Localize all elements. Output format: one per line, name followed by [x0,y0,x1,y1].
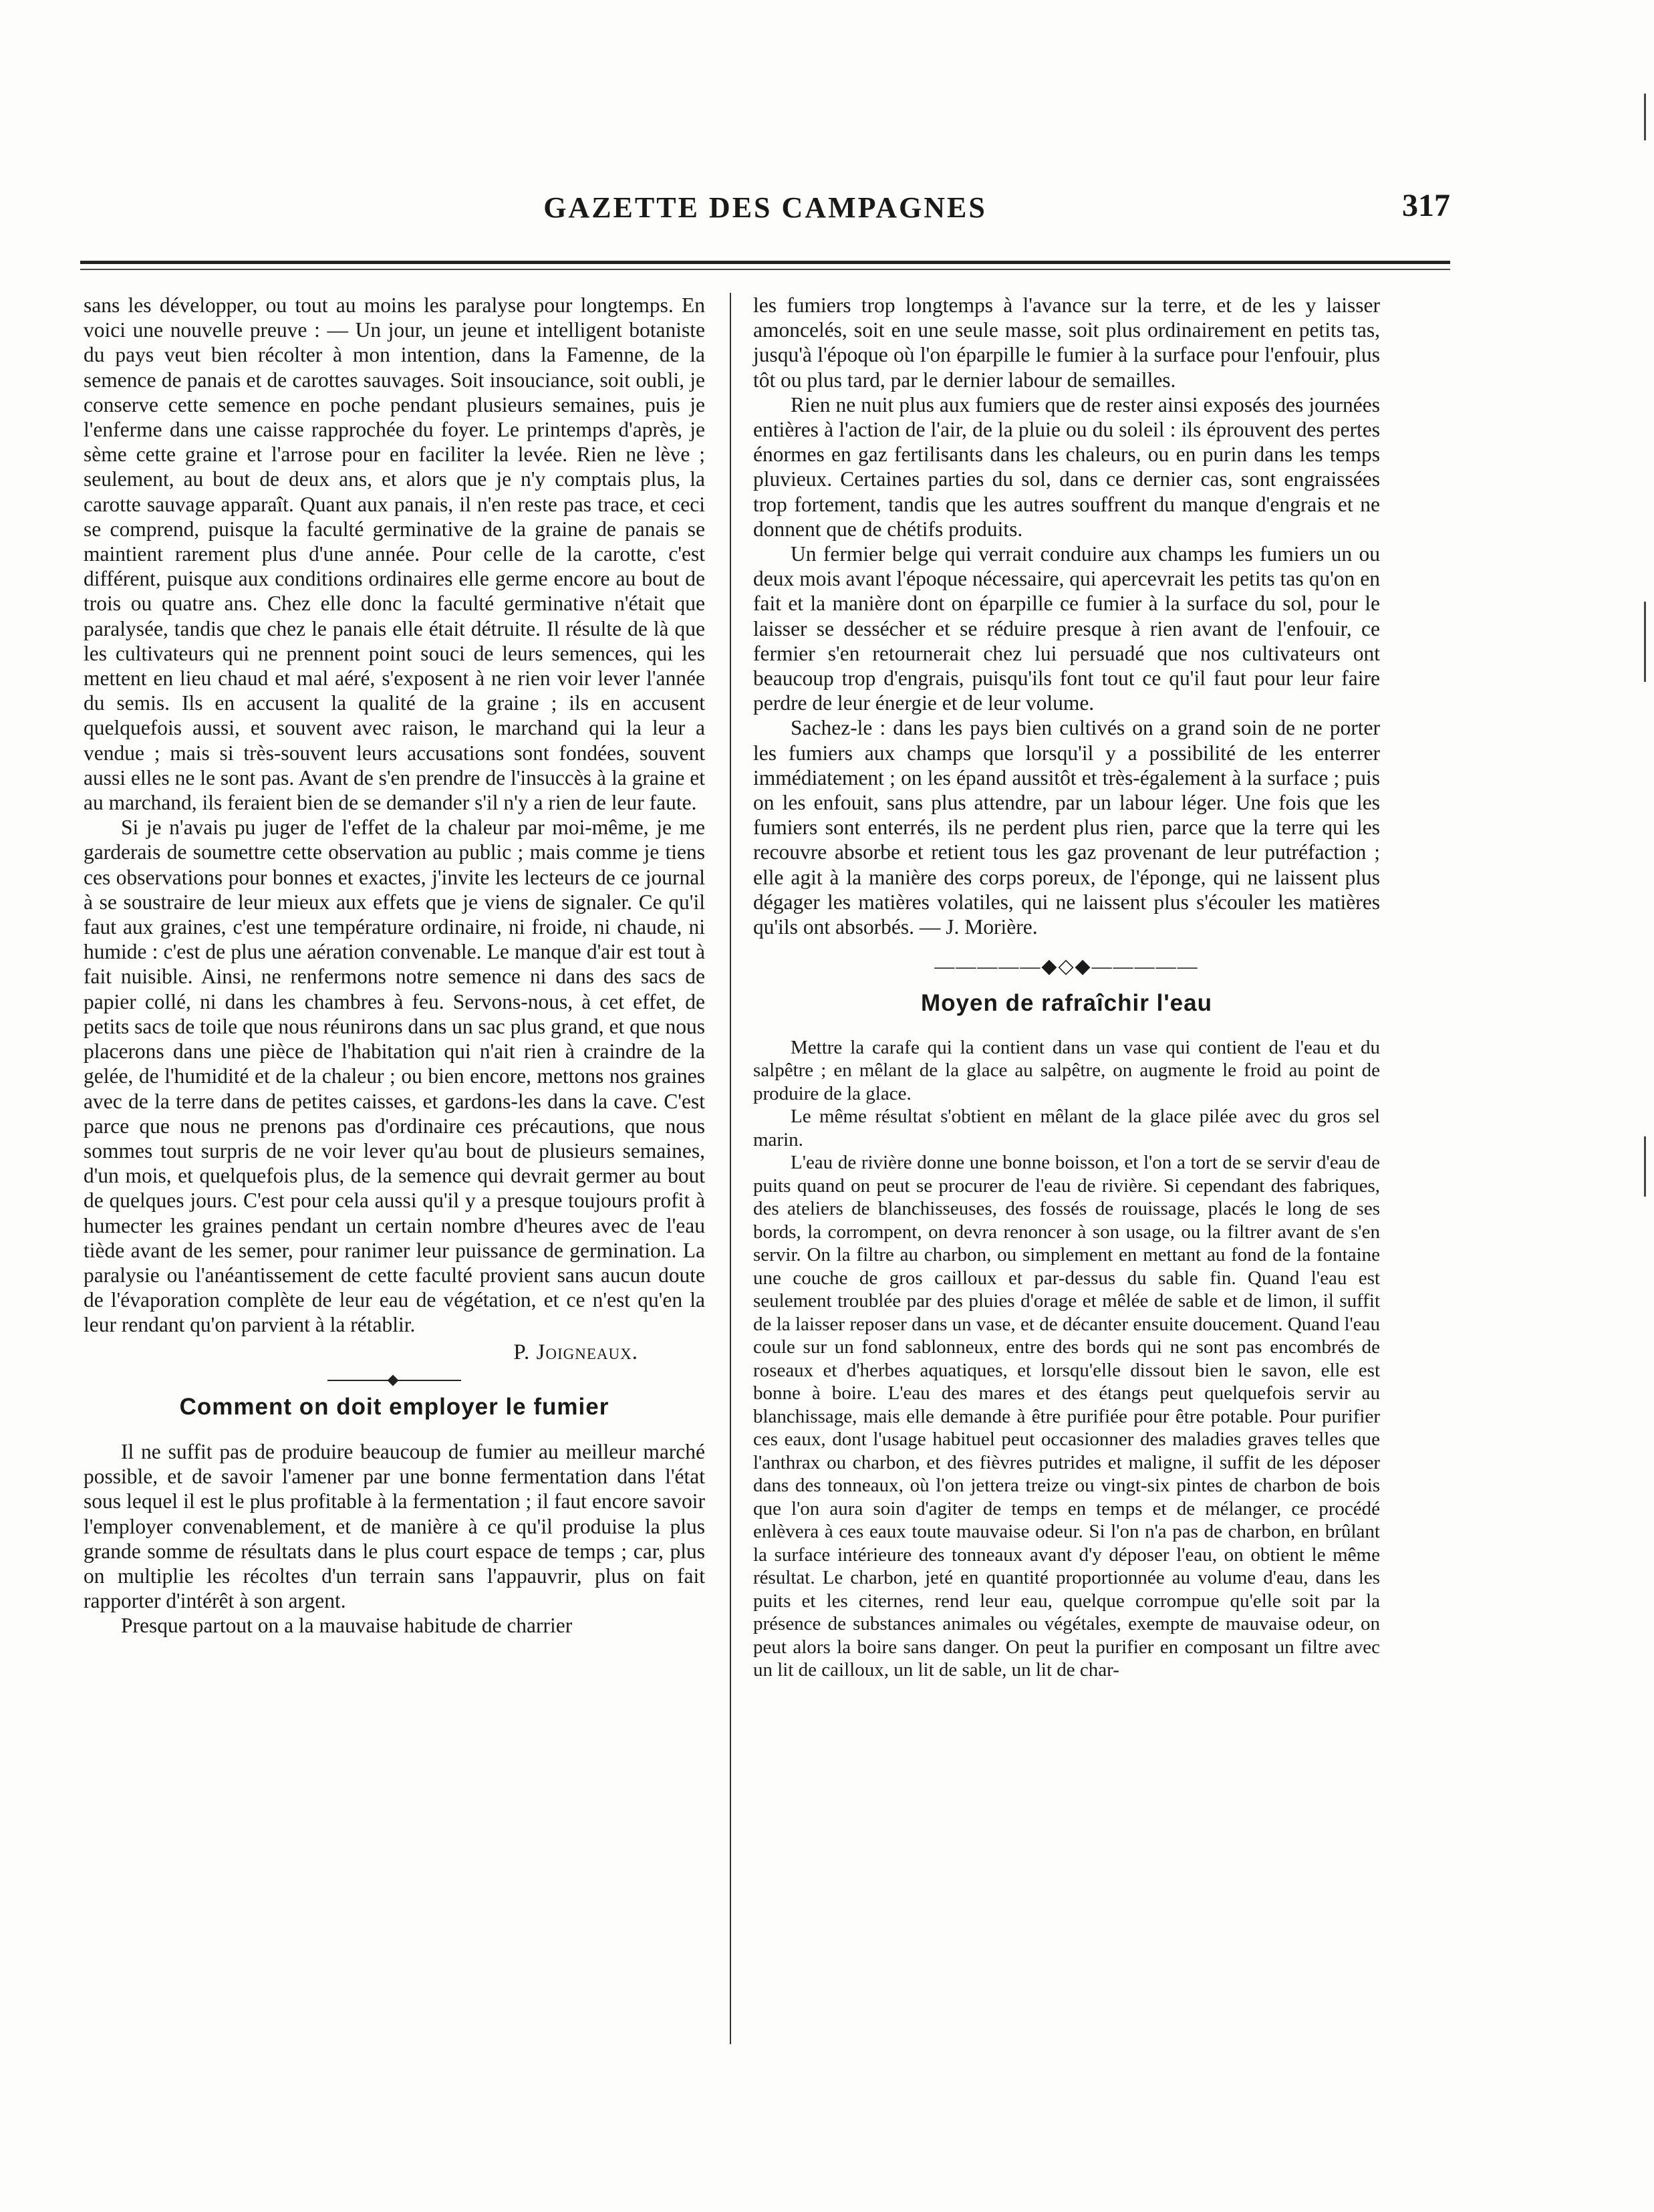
paragraph: Sachez-le : dans les pays bien cultivés on a grand soin de ne porter les fumiers aux champs que lorsqu'il y a possibilité de les enterrer immédiatement ; on les épand aussitôt et très-également à la surface ; puis on les enfouit, sans plus attendre, par un labour léger. Une fois que les fumiers sont enterrés, ils ne perdent plus rien, parce que la terre qui les recouvre absorbe et retient tous les gaz provenant de leur putréfaction ; elle agit à la manière des corps poreux, de l'éponge, qui ne laissent plus dégager les matières volatiles, qui ne laissent plus s'écouler les matières qu'ils ont absorbés. — J. Morière. [753,716,1380,939]
paragraph: sans les développer, ou tout au moins les paralyse pour longtemps. En voici une nouvelle preuve : — Un jour, un jeune et intelligent botaniste du pays veut bien récolter à mon intention, dans la Famenne, de la semence de panais et de carottes sauvages. Soit insouciance, soit oubli, je conserve cette semence en poche pendant plusieurs semaines, puis je l'enferme dans une caisse rapprochée du foyer. Le printemps d'après, je sème cette graine et l'arrose pour en faciliter la levée. Rien ne lève ; seulement, au bout de deux ans, et alors que je n'y comptais plus, la carotte sauvage apparaît. Quant aux panais, il n'en reste pas trace, et ceci se comprend, puisque la faculté germinative de la graine de panais se maintient rarement plus d'une année. Pour celle de la carotte, c'est différent, puisque aux conditions ordinaires elle germe encore au bout de trois ou quatre ans. Chez elle donc la faculté germinative n'était que paralysée, tandis que chez le panais elle était détruite. Il résulte de là que les cultivateurs qui ne prennent point souci de leurs semences, qui les mettent en lieu chaud et mal aéré, s'exposent à ne rien voir lever l'année du semis. Ils en accusent la qualité de la graine ; ils en accusent quelquefois aussi, et souvent avec raison, le marchand qui la leur a vendue ; mais si très-souvent leurs accusations sont fondées, souvent aussi elles ne le sont pas. Avant de s'en prendre de l'insuccès à la graine et au marchand, ils feraient bien de se demander s'il n'y a rien de leur faute. [84,293,705,815]
scan-edge-mark [1644,1136,1646,1197]
section-title: Moyen de rafraîchir l'eau [921,990,1212,1017]
page-header [80,184,1450,237]
column-divider [730,293,731,2044]
scan-edge-mark [1644,94,1646,140]
paragraph: Il ne suffit pas de produire beaucoup de fumier au meilleur marché possible, et de savoir l'amener par une bonne fermentation dans l'état sous lequel il est le plus profitable à la fermentation ; il faut encore savoir l'employer convenablement, et de manière à ce qu'il produise la plus grande somme de résultats dans le plus court espace de temps ; car, plus on multiplie les récoltes d'un terrain sans l'appauvrir, plus on fait rapporter d'intérêt à son argent. [84,1439,705,1613]
paragraph: Rien ne nuit plus aux fumiers que de rester ainsi exposés des journées entières à l'action de l'air, de la pluie ou du soleil : ils éprouvent des pertes énormes en gaz fertilisants dans les chaleurs, ou en purin dans les temps pluvieux. Certaines parties du sol, dans ce dernier cas, sont engraissées trop fortement, tandis que les autres souffrent du manque d'engrais et ne donnent que de chétifs produits. [753,392,1380,541]
section-divider [327,1380,461,1381]
left-column [84,293,705,1638]
signature: P. Joigneaux. [513,1340,638,1364]
paragraph: Le même résultat s'obtient en mêlant de la glace pilée avec du gros sel marin. [753,1106,1380,1150]
ornament-divider: —————◆◇◆————— [934,955,1199,978]
page-number: 317 [1402,188,1450,223]
paragraph: L'eau de rivière donne une bonne boisson, et l'on a tort de se servir d'eau de puits quand on peut se procurer de l'eau de rivière. Si cependant des fabriques, des ateliers de blanchisseuses, des fossés de rouissage, placés le long de ses bords, la corrompent, on devra renoncer à son usage, ou la filtrer avant de s'en servir. On la filtre au charbon, ou simplement en mettant au fond de la fontaine une couche de gros cailloux et par-dessus du sable fin. Quand l'eau est seulement troublée par des pluies d'orage et mêlée de sable et de limon, il suffit de la laisser reposer dans un vase, et de décanter ensuite doucement. Quand l'eau coule sur un fond sablonneux, entre des bords qui ne sont pas encombrés de roseaux et d'herbes aquatiques, et lorsqu'elle dissout bien le savon, elle est bonne à boire. L'eau des mares et des étangs peut quelquefois servir au blanchissage, mais elle demande à être purifiée pour être potable. Pour purifier ces eaux, dont l'usage habituel peut occasionner des maladies graves telles que l'anthrax ou charbon, et des fièvres putrides et maligne, il suffit de les déposer dans des tonneaux, où l'on jettera treize ou vingt-six pintes de charbon de bois que l'on aura soin d'agiter de temps en temps et de mélanger, ce procédé enlèvera à ces eaux toute mauvaise odeur. Si l'on n'a pas de charbon, en brûlant la surface intérieure des tonneaux avant d'y déposer l'eau, on obtient le même résultat. Le charbon, jeté en quantité proportionnée au volume d'eau, dans les puits et les citernes, rend leur eau, quelque corrompue qu'elle soit par la présence de substances animales ou végétales, exempte de mauvaise odeur, on peut alors la boire sans danger. On peut la purifier en composant un filtre avec un lit de cailloux, un lit de sable, un lit de char- [753,1152,1380,1681]
paragraph: Si je n'avais pu juger de l'effet de la chaleur par moi-même, je me garderais de soumettre cette observation au public ; mais comme je tiens ces observations pour bonnes et exactes, j'invite les lecteurs de ce journal à se soustraire de leur mieux aux effets que je viens de signaler. Ce qu'il faut aux graines, c'est une température ordinaire, ni froide, ni chaude, ni humide : c'est de plus une aération convenable. Le manque d'air est tout à fait nuisible. Ainsi, ne renfermons notre semence ni dans des sacs de papier collé, ni dans les chambres à feu. Servons-nous, à cet effet, de petits sacs de toile que nous réunirons dans un sac plus grand, et que nous placerons dans une pièce de l'habitation qui n'ait rien à craindre de la gelée, de l'humidité et de la chaleur ; ou bien encore, mettons nos graines avec de la terre dans de petites caisses, et gardons-les dans la cave. C'est parce que nous ne prenons pas d'ordinaire ces précautions, que nous sommes tout surpris de ne voir lever qu'au bout de plusieurs semaines, d'un mois, et quelquefois plus, de la semence qui devrait germer au bout de quelques jours. C'est pour cela aussi qu'il y a presque toujours profit à humecter les graines pendant un certain nombre d'heures avec de l'eau tiède avant de les semer, pour ranimer leur puissance de germination. La paralysie ou l'anéantissement de cette faculté provient sans aucun doute de l'évaporation complète de leur eau de végétation, et ce n'est qu'en la leur rendant qu'on parvient à la rétablir. [84,816,705,1337]
paragraph: Mettre la carafe qui la contient dans un vase qui contient de l'eau et du salpêtre ; en mêlant de la glace au salpêtre, on augmente le froid au point de produire de la glace. [753,1036,1380,1104]
header-rule [80,261,1450,264]
paragraph: Un fermier belge qui verrait conduire aux champs les fumiers un ou deux mois avant l'époque nécessaire, qui apercevrait les petits tas qu'on en fait et la manière dont on éparpille ce fumier à la surface du sol, pour le laisser se dessécher et se réduire presque à rien avant de l'enfouir, ce fermier s'en retournerait chez lui persuadé que nos cultivateurs ont beaucoup trop d'engrais, puisqu'ils font tout ce qu'il faut pour leur faire perdre de leur énergie et de leur volume. [753,542,1380,715]
section-title: Comment on doit employer le fumier [179,1393,609,1420]
journal-title: GAZETTE DES CAMPAGNES [543,191,987,224]
right-column [753,293,1380,1682]
header-rule-thin [80,269,1450,270]
paragraph: les fumiers trop longtemps à l'avance sur la terre, et de les y laisser amoncelés, soit en une seule masse, soit plus ordinairement en petits tas, jusqu'à l'époque où l'on éparpille le fumier à la surface pour l'enfouir, plus tôt ou plus tard, par le dernier labour de semailles. [753,293,1380,392]
scan-edge-mark [1644,602,1646,682]
paragraph: Presque partout on a la mauvaise habitude de charrier [121,1614,573,1638]
